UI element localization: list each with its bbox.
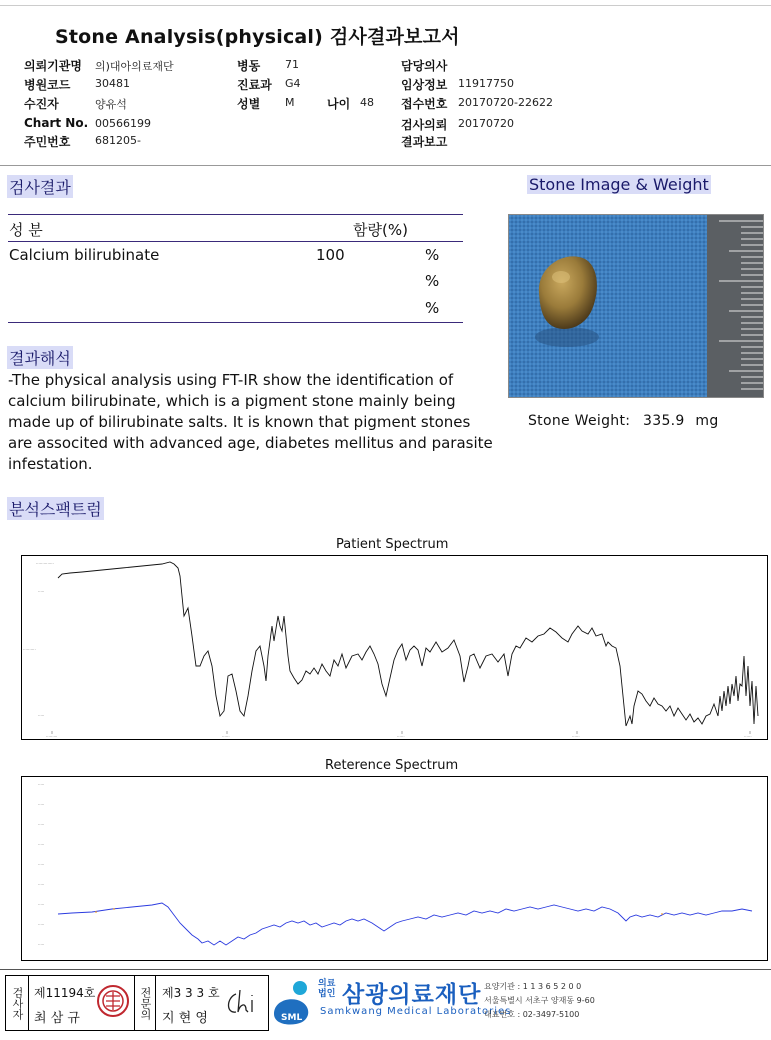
col-component: 성 분	[9, 221, 43, 239]
dept-label: 진료과	[237, 78, 272, 92]
table-bottom-rule	[8, 322, 463, 323]
svg-text:.....: .....	[38, 841, 45, 846]
svg-text:.....: .....	[38, 821, 45, 826]
component-cell: Calcium bilirubinate	[9, 246, 160, 264]
chart-no-label: Chart No.	[24, 116, 89, 130]
signature-box	[5, 975, 269, 1031]
specialist-signature	[222, 986, 262, 1020]
reference-spectrum-plot	[21, 776, 768, 961]
stone-weight	[528, 413, 719, 429]
resident-no-label: 주민번호	[24, 135, 71, 149]
clinical-info-label: 임상정보	[401, 78, 448, 92]
receipt-no-value: 20170720-22622	[458, 96, 553, 109]
svg-text:.....: .....	[38, 901, 45, 906]
unit-cell: %	[425, 272, 440, 290]
org-prefix: 의료법인	[318, 979, 336, 999]
table-header-rule	[8, 241, 463, 242]
patient-value: 양유석	[95, 98, 127, 111]
org-phone: 대표번호 : 02-3497-5100	[484, 1010, 580, 1019]
value-cell: 100	[316, 246, 345, 264]
stone-image	[508, 214, 764, 398]
hospital-code-value: 30481	[95, 77, 130, 90]
chart-no-value: 00566199	[95, 117, 151, 130]
svg-text:..........: ..........	[23, 646, 36, 651]
org-address: 서울특별시 서초구 양재동 9-60	[484, 996, 595, 1005]
reference-spectrum-title: Reterence Spectrum	[325, 758, 459, 773]
stone-weight-unit: mg	[695, 413, 719, 429]
specialist-name: 지 현 영	[162, 1011, 208, 1026]
examiner-name: 최 삼 규	[34, 1011, 80, 1026]
spectrum-section-title: 분석스팩트럼	[7, 497, 104, 520]
specialist-number: 제3 3 3 호	[162, 986, 220, 1000]
dept-value: G4	[285, 77, 301, 90]
institution-label: 의뢰기관명	[24, 59, 82, 73]
doctor-label: 담당의사	[401, 59, 448, 73]
sex-value: M	[285, 96, 295, 109]
svg-text:..............: ..............	[36, 560, 54, 565]
col-content: 함량(%)	[353, 221, 408, 239]
svg-text:.........: .........	[46, 733, 58, 738]
svg-text:.....: .....	[38, 941, 45, 946]
table-top-rule	[8, 214, 463, 215]
sml-logo-icon	[272, 978, 316, 1026]
unit-cell: %	[425, 246, 440, 264]
clinical-info-value: 11917750	[458, 77, 514, 90]
svg-text:.....: .....	[38, 881, 45, 886]
ward-label: 병동	[237, 59, 261, 73]
svg-text:.....: .....	[38, 781, 45, 786]
age-value: 48	[360, 96, 374, 109]
svg-text:.....: .....	[38, 588, 45, 593]
request-value: 20170720	[458, 117, 514, 130]
examiner-role: 검사자	[6, 976, 29, 1030]
unit-cell: %	[425, 299, 440, 317]
org-name: 삼광의료재단	[342, 982, 482, 1008]
svg-text:.....: .....	[38, 861, 45, 866]
svg-text:......: ......	[572, 733, 580, 738]
sml-abbr: SML	[281, 1013, 303, 1023]
interpretation-section-title: 결과해석	[7, 346, 73, 369]
svg-text:......: ......	[222, 733, 230, 738]
institution-number: 요양기관 : 1 1 3 6 5 2 0 0	[484, 982, 582, 991]
svg-text:.....: .....	[38, 921, 45, 926]
patient-spectrum-plot	[21, 555, 768, 740]
report-title: Stone Analysis(physical) 검사결과보고서	[55, 26, 460, 48]
svg-text:.....: .....	[38, 801, 45, 806]
receipt-no-label: 접수번호	[401, 97, 448, 111]
hospital-code-label: 병원코드	[24, 78, 71, 92]
svg-text:.....: .....	[38, 712, 45, 717]
stone-weight-label: Stone Weight:	[528, 413, 631, 429]
examiner-number: 제11194호	[34, 986, 96, 1000]
result-section-title: 검사결과	[7, 175, 73, 198]
age-label: 나이	[327, 97, 351, 111]
sex-label: 성별	[237, 97, 261, 111]
svg-text:......: ......	[397, 733, 405, 738]
footer-divider	[0, 969, 771, 970]
resident-no-value: 681205-	[95, 134, 141, 147]
institution-value: 의)대아의료재단	[95, 60, 174, 73]
stone-weight-value: 335.9	[643, 413, 685, 429]
patient-spectrum-title: Patient Spectrum	[336, 537, 449, 552]
request-label: 검사의뢰	[401, 118, 448, 132]
specialist-role: 전문의	[134, 976, 156, 1030]
ward-value: 71	[285, 58, 299, 71]
patient-label: 수진자	[24, 97, 59, 111]
report-label: 결과보고	[401, 135, 448, 149]
org-english: Samkwang Medical Laboratories	[320, 1006, 512, 1017]
svg-text:......: ......	[744, 733, 752, 738]
stone-section-title: Stone Image & Weight	[529, 175, 709, 194]
interpretation-text: -The physical analysis using FT-IR show the identification of calcium bilirubinate, which is a pigment stone mainly being made up of bilirubinate salts. It is known that pigment stones are associted with advanced age, diabetes mellitus and parasite infestation.	[8, 371, 493, 473]
examiner-seal	[96, 984, 130, 1018]
